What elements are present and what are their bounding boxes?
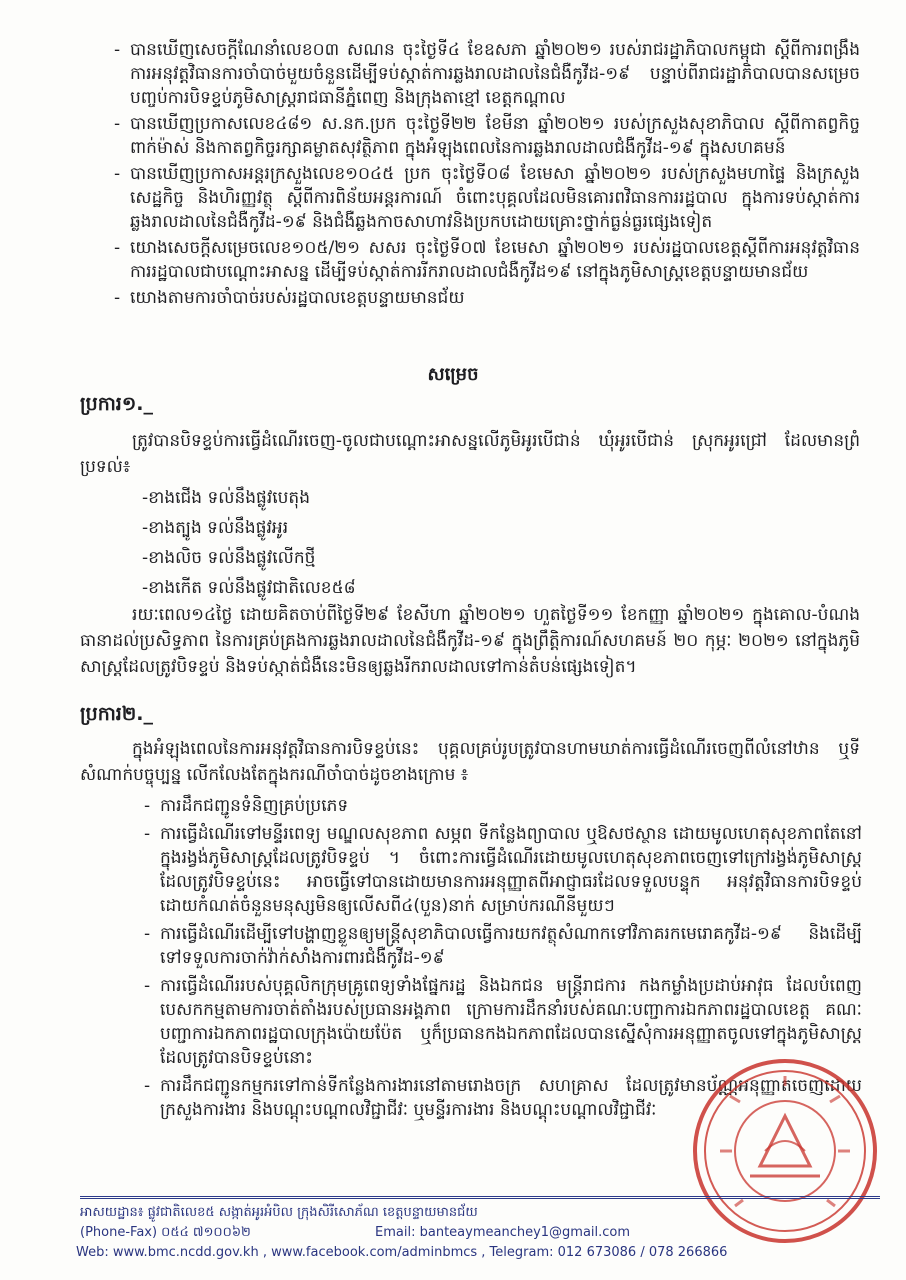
bullet-dash: - (144, 824, 151, 844)
list-item (100, 286, 860, 310)
boundary-south: -ខាងត្បូង ទល់នឹងផ្លូវអូរ (142, 518, 289, 538)
boundary-north: -ខាងជើង ទល់នឹងផ្លូវបេតុង (142, 488, 311, 508)
bullet-dash: - (144, 976, 151, 996)
boundary-west: -ខាងលិច ទល់នឹងផ្លូវលើកថ្មី (142, 548, 316, 568)
footer-web: Web: www.bmc.ncdd.gov.kh , www.facebook.com/adminbmcs , Telegram: 012 673086 / 078 266866 (76, 1245, 728, 1260)
exception-text: ការធ្វើដំណើរទៅមន្ទីរពេទ្យ មណ្ឌលសុខភាព សម្ភព ទីកន្លែងព្យាបាល ឬឱសថស្ថាន ដោយមូលហេតុសុខភាពតែនៅក្នុងរង្វង់ភូមិសាស្រ្តដែលត្រូវបិទខ្ទប់ ។ ចំពោះការធ្វើដំណើរដោយមូលហេតុសុខភាពចេញទៅក្រៅរង្វង់ភូមិសាស្រ្តដែលត្រូវបិទខ្ទប់នេះ អាចធ្វើទៅបានដោយមានការអនុញ្ញាតពីអាជ្ញាធរដែលទទួលបន្ទុក អនុវត្តវិធានការបិទខ្ទប់ ដោយកំណត់ចំនួនមនុស្សមិនឲ្យលើសពី៤(បួន)នាក់ សម្រាប់ករណីនីមួយៗ (160, 824, 862, 916)
footer-phone: (Phone-Fax) ០៥៤ ៧១០០៦២ (80, 1225, 251, 1240)
list-item (140, 822, 862, 918)
footer-email: Email: banteaymeanchey1@gmail.com (375, 1225, 631, 1240)
bullet-dash: - (114, 40, 121, 60)
article-2-intro: ក្នុងអំឡុងពេលនៃការអនុវត្តវិធានការបិទខ្ទប់នេះ បុគ្គលគ្រប់រូបត្រូវបានហាមឃាត់ការធ្វើដំណើរចេញពីលំនៅឋាន ឬទីសំណាក់បច្ចុប្បន្ន លើកលែងតែក្នុងករណីចាំបាច់ដូចខាងក្រោម ៖ (80, 739, 860, 785)
bullet-dash: - (144, 796, 151, 816)
bullet-dash: - (144, 924, 151, 944)
boundary-east: -ខាងកើត ទល់នឹងផ្លូវជាតិលេខ៥៨ (142, 578, 356, 598)
list-item (100, 112, 860, 160)
article-2-heading: ប្រការ២._ (80, 703, 153, 725)
bullet-dash: - (144, 1076, 151, 1096)
exception-text: ការដឹកជញ្ជូនទំនិញគ្រប់ប្រភេទ (160, 796, 349, 816)
preamble-text: បានឃើញប្រកាសលេខ៤៨១ ស.នក.ប្រក ចុះថ្ងៃទី២២ ខែមីនា ឆ្នាំ២០២១ របស់ក្រសួងសុខាភិបាល ស្តីពីកាតព្វកិច្ចពាក់ម៉ាស់ និងកាតព្វកិច្ចរក្សាគម្លាតសុវត្ថិភាព ក្នុងអំឡុងពេលនៃការឆ្លងរាលដាលជំងឺកូវីដ-១៩ ក្នុងសហគមន៍ (130, 114, 860, 158)
list-item (100, 236, 860, 284)
bullet-dash: - (114, 114, 121, 134)
decision-heading: សម្រេច (427, 364, 479, 385)
preamble-text: យោងសេចក្តីសម្រេចលេខ១០៥/២១ សសរ ចុះថ្ងៃទី០៧ ខែមេសា ឆ្នាំ២០២១ របស់រដ្ឋបាលខេត្តស្តីពីការអនុវត្តវិធានការរដ្ឋបាលជាបណ្តោះអាសន្ន ដើម្បីទប់ស្កាត់ការរីករាលដាលជំងឺកូវីដ១៩ នៅក្នុងភូមិសាស្រ្តខេត្តបន្ទាយមានជ័យ (130, 238, 860, 282)
list-item (100, 38, 860, 110)
article-1-heading: ប្រការ១._ (80, 393, 153, 415)
letterhead-footer (76, 1196, 880, 1263)
article-1-intro: ត្រូវបានបិទខ្ទប់ការធ្វើដំណើរចេញ-ចូលជាបណ្តោះអាសន្នលើភូមិអូរបើជាន់ ឃុំអូរបើជាន់ ស្រុកអូរជ្រៅ ដែលមានព្រំប្រទល់៖ (80, 431, 860, 477)
exception-text: ការដឹកជញ្ជូនកម្មករទៅកាន់ទីកន្លែងការងារនៅតាមរោងចក្រ សហគ្រាស ដែលត្រូវមានប័ណ្ណអនុញ្ញាតចេញដោយក្រសួងការងារ និងបណ្តុះបណ្តាលវិជ្ជាជីវៈ ឬមន្ទីរការងារ និងបណ្តុះបណ្តាលវិជ្ជាជីវៈ (160, 1076, 862, 1120)
preamble-list (100, 38, 860, 312)
bullet-dash: - (114, 238, 121, 258)
exception-text: ការធ្វើដំណើររបស់បុគ្គលិកក្រុមគ្រូពេទ្យទាំងផ្នែករដ្ឋ និងឯកជន មន្រ្តីរាជការ កងកម្លាំងប្រដាប់អាវុធ ដែលបំពេញបេសកកម្មតាមការចាត់តាំងរបស់ប្រធានអង្គភាព ក្រោមការដឹកនាំរបស់គណៈបញ្ជាការឯកភាពរដ្ឋបាលខេត្ត គណៈបញ្ជាការឯកភាពរដ្ឋបាលក្រុងប៉ោយប៉ែត ឬក៏ប្រធានកងឯកភាពដែលបានស្នើសុំការអនុញ្ញាតចូលទៅក្នុងភូមិសាស្រ្តដែលត្រូវបានបិទខ្ទប់នោះ (160, 976, 862, 1068)
article-1-duration: រយៈពេល១៤ថ្ងៃ ដោយគិតចាប់ពីថ្ងៃទី២៩ ខែសីហា ឆ្នាំ២០២១ ហួតថ្ងៃទី១១ ខែកញ្ញា ឆ្នាំ២០២១ ក្នុងគោល-បំណងធានាដល់ប្រសិទ្ធភាព នៃការគ្រប់គ្រងការឆ្លងរាលដាលនៃជំងឺកូវីដ-១៩ ក្នុងព្រឹត្តិការណ៍សហគមន៍ ២០ កុម្ភៈ ២០២១ នៅក្នុងភូមិសាស្រ្តដែលត្រូវបិទខ្ទប់ និងទប់ស្កាត់ជំងឺនេះមិនឲ្យឆ្លងរីករាលដាលទៅកាន់តំបន់ផ្សេងទៀត។ (80, 605, 860, 677)
preamble-text: បានឃើញសេចក្តីណែនាំលេខ០៣ សណន ចុះថ្ងៃទី៤ ខែឧសភា ឆ្នាំ២០២១ របស់រាជរដ្ឋាភិបាលកម្ពុជា ស្តីពីការពង្រឹងការអនុវត្តវិធានការចាំបាច់មួយចំនួនដើម្បីទប់ស្កាត់ការឆ្លងរាលដាលនៃជំងឺកូវីដ-១៩ បន្ទាប់ពីរាជរដ្ឋាភិបាលបានសម្រេចបញ្ចប់ការបិទខ្ទប់ភូមិសាស្រ្តរាជធានីភ្នំពេញ និងក្រុងតាខ្មៅ ខេត្តកណ្តាល (130, 40, 860, 108)
bullet-dash: - (114, 288, 121, 308)
preamble-text: យោងតាមការចាំបាច់របស់រដ្ឋបាលខេត្តបន្ទាយមានជ័យ (130, 288, 465, 308)
bullet-dash: - (114, 164, 121, 184)
list-item (140, 794, 862, 818)
footer-address: អាសយដ្ឋាន៖ ផ្លូវជាតិលេខ៥ សង្កាត់អូរអំបិល ក្រុងសិរីសោភ័ណ ខេត្តបន្ទាយមានជ័យ (80, 1205, 478, 1220)
list-item (100, 162, 860, 234)
preamble-text: បានឃើញប្រកាសអន្តរក្រសួងលេខ១០៤៥ ប្រក ចុះថ្ងៃទី០៨ ខែមេសា ឆ្នាំ២០២១ របស់ក្រសួងមហាផ្ទៃ និងក្រសួងសេដ្ឋកិច្ច និងហិរញ្ញវត្ថុ ស្តីពីការពិន័យអន្តរការណ៍ ចំពោះបុគ្គលដែលមិនគោរពវិធានការរដ្ឋបាល ក្នុងការទប់ស្កាត់ការឆ្លងរាលដាលនៃជំងឺកូវីដ-១៩ និងជំងឺឆ្លងកាចសាហាវនិងប្រកបដោយគ្រោះថ្នាក់ធ្ងន់ធ្ងរផ្សេងទៀត (130, 164, 860, 232)
exception-text: ការធ្វើដំណើរដើម្បីទៅបង្ហាញខ្លួនឲ្យមន្រ្តីសុខាភិបាលធ្វើការយកវត្ថុសំណាកទៅវិភាគរកមេរោគកូវីដ-១៩ និងដើម្បីទៅទទួលការចាក់វ៉ាក់សាំងការពារជំងឺកូវីដ-១៩ (160, 924, 862, 968)
list-item (140, 922, 862, 970)
footer-contact (80, 1223, 880, 1243)
